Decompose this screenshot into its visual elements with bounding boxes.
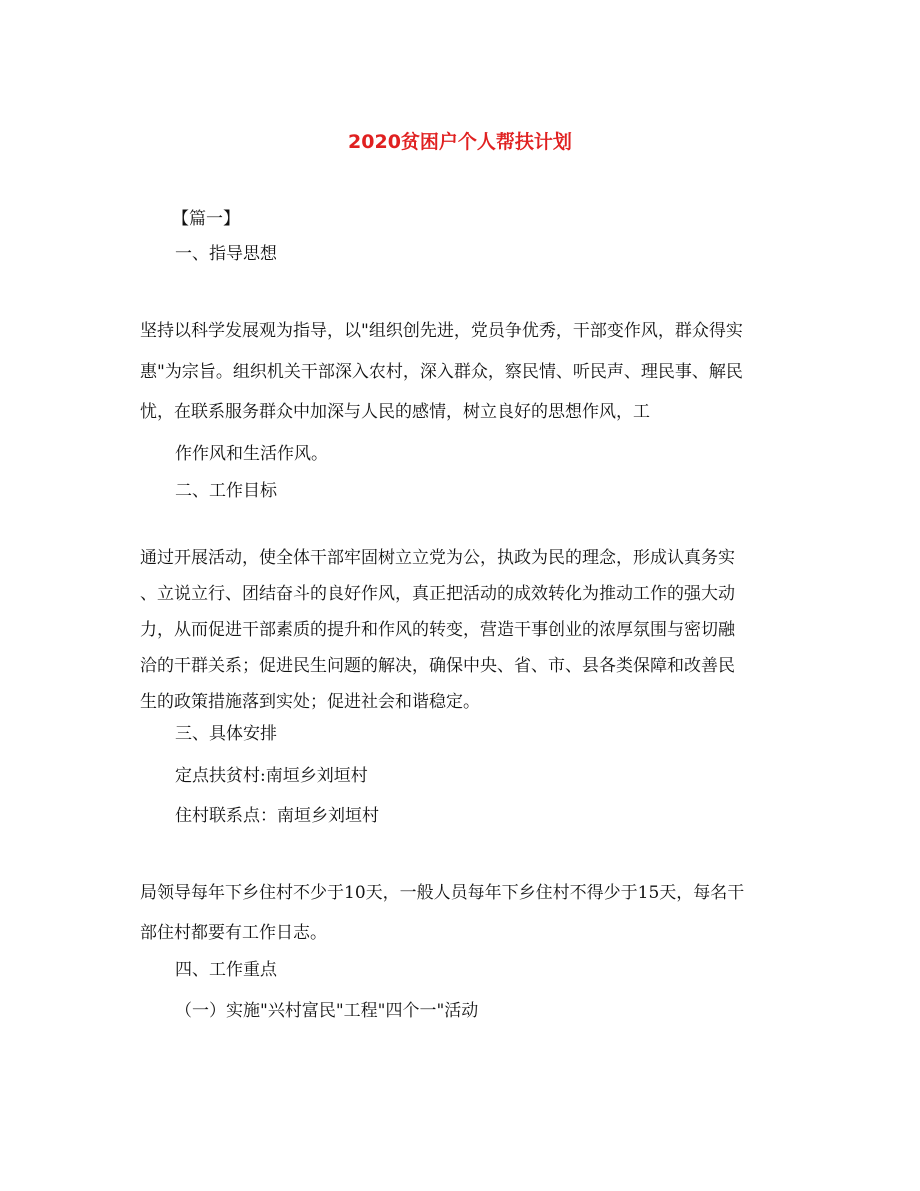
heading-guiding-ideology: 一、指导思想: [175, 244, 277, 264]
paragraph-line: 通过开展活动，使全体干部牢固树立立党为公，执政为民的理念，形成认真务实: [140, 548, 735, 568]
document-title: 2020贫困户个人帮扶计划: [348, 131, 572, 153]
paragraph-guiding-ideology: [140, 317, 785, 426]
paragraph-line: 部住村都要有工作日志。: [140, 923, 327, 943]
heading-work-goals: 二、工作目标: [175, 481, 277, 501]
paragraph-line: 坚持以科学发展观为指导，以"组织创先进，党员争优秀，干部变作风，群众得实: [140, 321, 743, 341]
paragraph-line: 、立说立行、团结奋斗的良好作风，真正把活动的成效转化为推动工作的强大动: [140, 584, 735, 604]
heading-work-focus: 四、工作重点: [175, 960, 277, 980]
paragraph-line: 惠"为宗旨。组织机关干部深入农村，深入群众，察民情、听民声、理民事、解民: [140, 362, 743, 382]
section-tag: 【篇一】: [172, 209, 240, 229]
paragraph-stay-requirement: [140, 879, 785, 947]
paragraph-line: 生的政策措施落到实处；促进社会和谐稳定。: [140, 692, 480, 712]
paragraph-work-goals: [140, 545, 785, 715]
sub-heading-activity: （一）实施"兴村富民"工程"四个一"活动: [175, 1001, 479, 1021]
heading-specific-arrangement: 三、具体安排: [175, 724, 277, 744]
paragraph-tail: 作作风和生活作风。: [175, 444, 328, 464]
designated-village: 定点扶贫村:南垣乡刘垣村: [175, 766, 368, 786]
village-contact-point: 住村联系点：南垣乡刘垣村: [175, 806, 379, 826]
paragraph-line: 力，从而促进干部素质的提升和作风的转变，营造干事创业的浓厚氛围与密切融: [140, 620, 735, 640]
paragraph-line: 洽的干群关系；促进民生问题的解决，确保中央、省、市、县各类保障和改善民: [140, 656, 735, 676]
paragraph-line: 局领导每年下乡住村不少于10天，一般人员每年下乡住村不得少于15天，每名干: [140, 883, 745, 903]
paragraph-line: 忧，在联系服务群众中加深与人民的感情，树立良好的思想作风，工: [140, 402, 650, 422]
